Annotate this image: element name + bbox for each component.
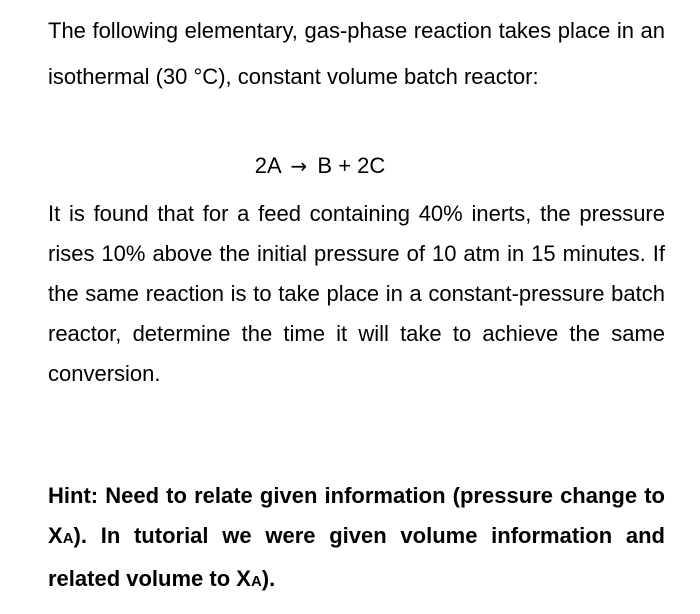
hint-paragraph [48, 476, 665, 602]
hint-text-part-1: Hint: Need to relate given information (pressure change to X [48, 483, 665, 548]
reaction-equation [0, 148, 700, 184]
equation-products: B + 2C [317, 153, 386, 178]
problem-details-paragraph: It is found that for a feed containing 40% inerts, the pressure rises 10% above the initial pressure of 10 atm in 15 minutes. If the same reaction is to take place in a constant-pressure batch reactor, determine the time it will take to achieve the same conversion. [48, 201, 665, 386]
hint-text-part-2: ). In tutorial we were given volume information and related volume to X [48, 523, 665, 591]
problem-intro-paragraph: The following elementary, gas-phase reaction takes place in an isothermal (30 °C), constant volume batch reactor: [48, 18, 665, 89]
equation-reactants: 2A [254, 153, 281, 178]
reaction-arrow-icon: → [290, 154, 308, 178]
hint-subscript-2: A [250, 573, 262, 590]
hint-subscript-1: A [62, 530, 74, 547]
hint-text-part-3: ). [261, 566, 276, 591]
